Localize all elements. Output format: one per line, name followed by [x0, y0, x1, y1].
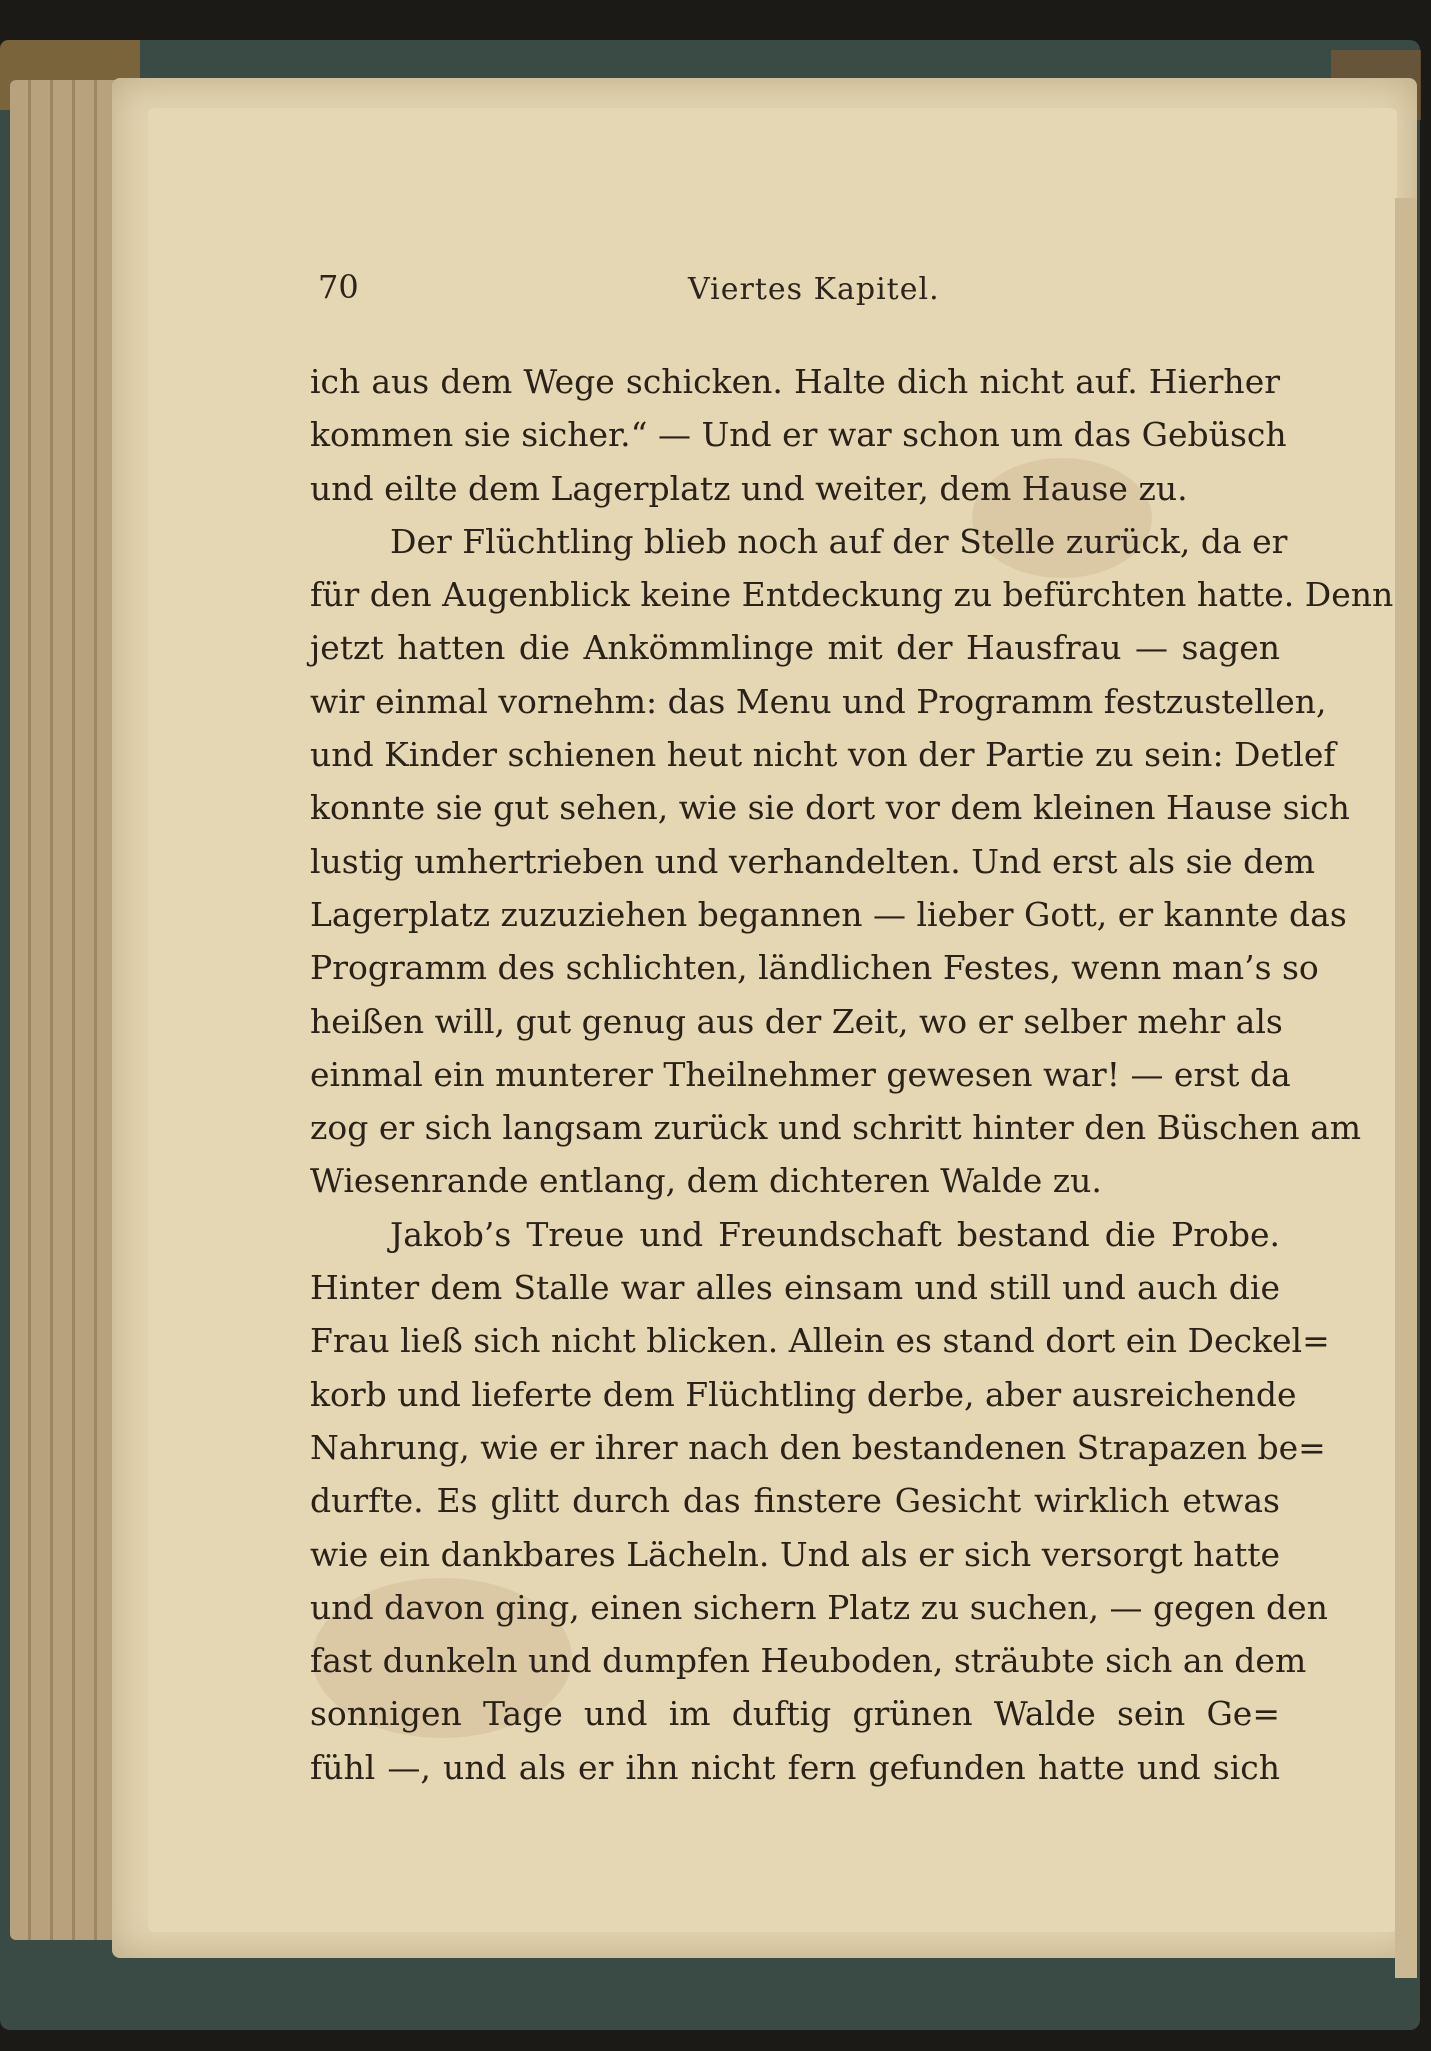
page-edge [94, 80, 97, 1940]
text-line: einmal ein munterer Theilnehmer gewesen war! — erst da [310, 1054, 1291, 1094]
text-line: korb und lieferte dem Flüchtling derbe, aber ausreichende [310, 1374, 1297, 1414]
page-right-edge [1395, 198, 1417, 1978]
text-line: wir einmal vornehm: das Menu und Programm festzustellen, [310, 681, 1327, 721]
text-line: Frau ließ sich nicht blicken. Allein es stand dort ein Deckel= [310, 1321, 1330, 1361]
text-line: sonnigen Tage und im duftig grünen Walde sein Ge= [310, 1694, 1280, 1734]
text-line: Lagerplatz zuzuziehen begannen — lieber Gott, er kannte das [310, 894, 1347, 934]
text-line: kommen sie sicher.“ — Und er war schon um das Gebüsch [310, 415, 1287, 455]
text-line: fühl —, und als er ihn nicht fern gefunden hatte und sich [310, 1747, 1280, 1787]
text-line: und Kinder schienen heut nicht von der Partie zu sein: Detlef [310, 735, 1336, 775]
text-line: ich aus dem Wege schicken. Halte dich nicht auf. Hierher [310, 362, 1280, 401]
page-edge [50, 80, 53, 1940]
text-line: Hinter dem Stalle war alles einsam und still und auch die [310, 1268, 1280, 1308]
page-edge [72, 80, 75, 1940]
text-line: jetzt hatten die Ankömmlinge mit der Hausfrau — sagen [310, 628, 1280, 668]
text-line: Der Flüchtling blieb noch auf der Stelle zurück, da er [390, 521, 1288, 561]
text-line: Wiesenrande entlang, dem dichteren Walde zu. [310, 1161, 1102, 1201]
page-header [318, 268, 1278, 318]
text-line: fast dunkeln und dumpfen Heuboden, sträubte sich an dem [310, 1641, 1307, 1681]
text-line: heißen will, gut genug aus der Zeit, wo er selber mehr als [310, 1001, 1283, 1041]
text-line: für den Augenblick keine Entdeckung zu befürchten hatte. Denn [310, 575, 1394, 615]
text-line: zog er sich langsam zurück und schritt hinter den Büschen am [310, 1108, 1362, 1148]
text-line: Jakob’s Treue und Freundschaft bestand die Probe. [390, 1214, 1280, 1254]
text-line: und davon ging, einen sichern Platz zu suchen, — gegen den [310, 1587, 1328, 1627]
text-line: wie ein dankbares Lächeln. Und als er sich versorgt hatte [310, 1534, 1281, 1574]
page-edge [28, 80, 31, 1940]
text-line: Nahrung, wie er ihrer nach den bestandenen Strapazen be= [310, 1427, 1326, 1467]
text-line: durfte. Es glitt durch das finstere Gesicht wirklich etwas [310, 1481, 1280, 1521]
running-head: Viertes Kapitel. [688, 272, 940, 307]
text-line: lustig umhertrieben und verhandelten. Und erst als sie dem [310, 841, 1316, 881]
page-number: 70 [318, 268, 359, 306]
body-text [310, 355, 1394, 1794]
text-line: konnte sie gut sehen, wie sie dort vor dem kleinen Hause sich [310, 788, 1350, 828]
text-line: und eilte dem Lagerplatz und weiter, dem Hause zu. [310, 468, 1188, 508]
text-line: Programm des schlichten, ländlichen Festes, wenn man’s so [310, 948, 1319, 988]
